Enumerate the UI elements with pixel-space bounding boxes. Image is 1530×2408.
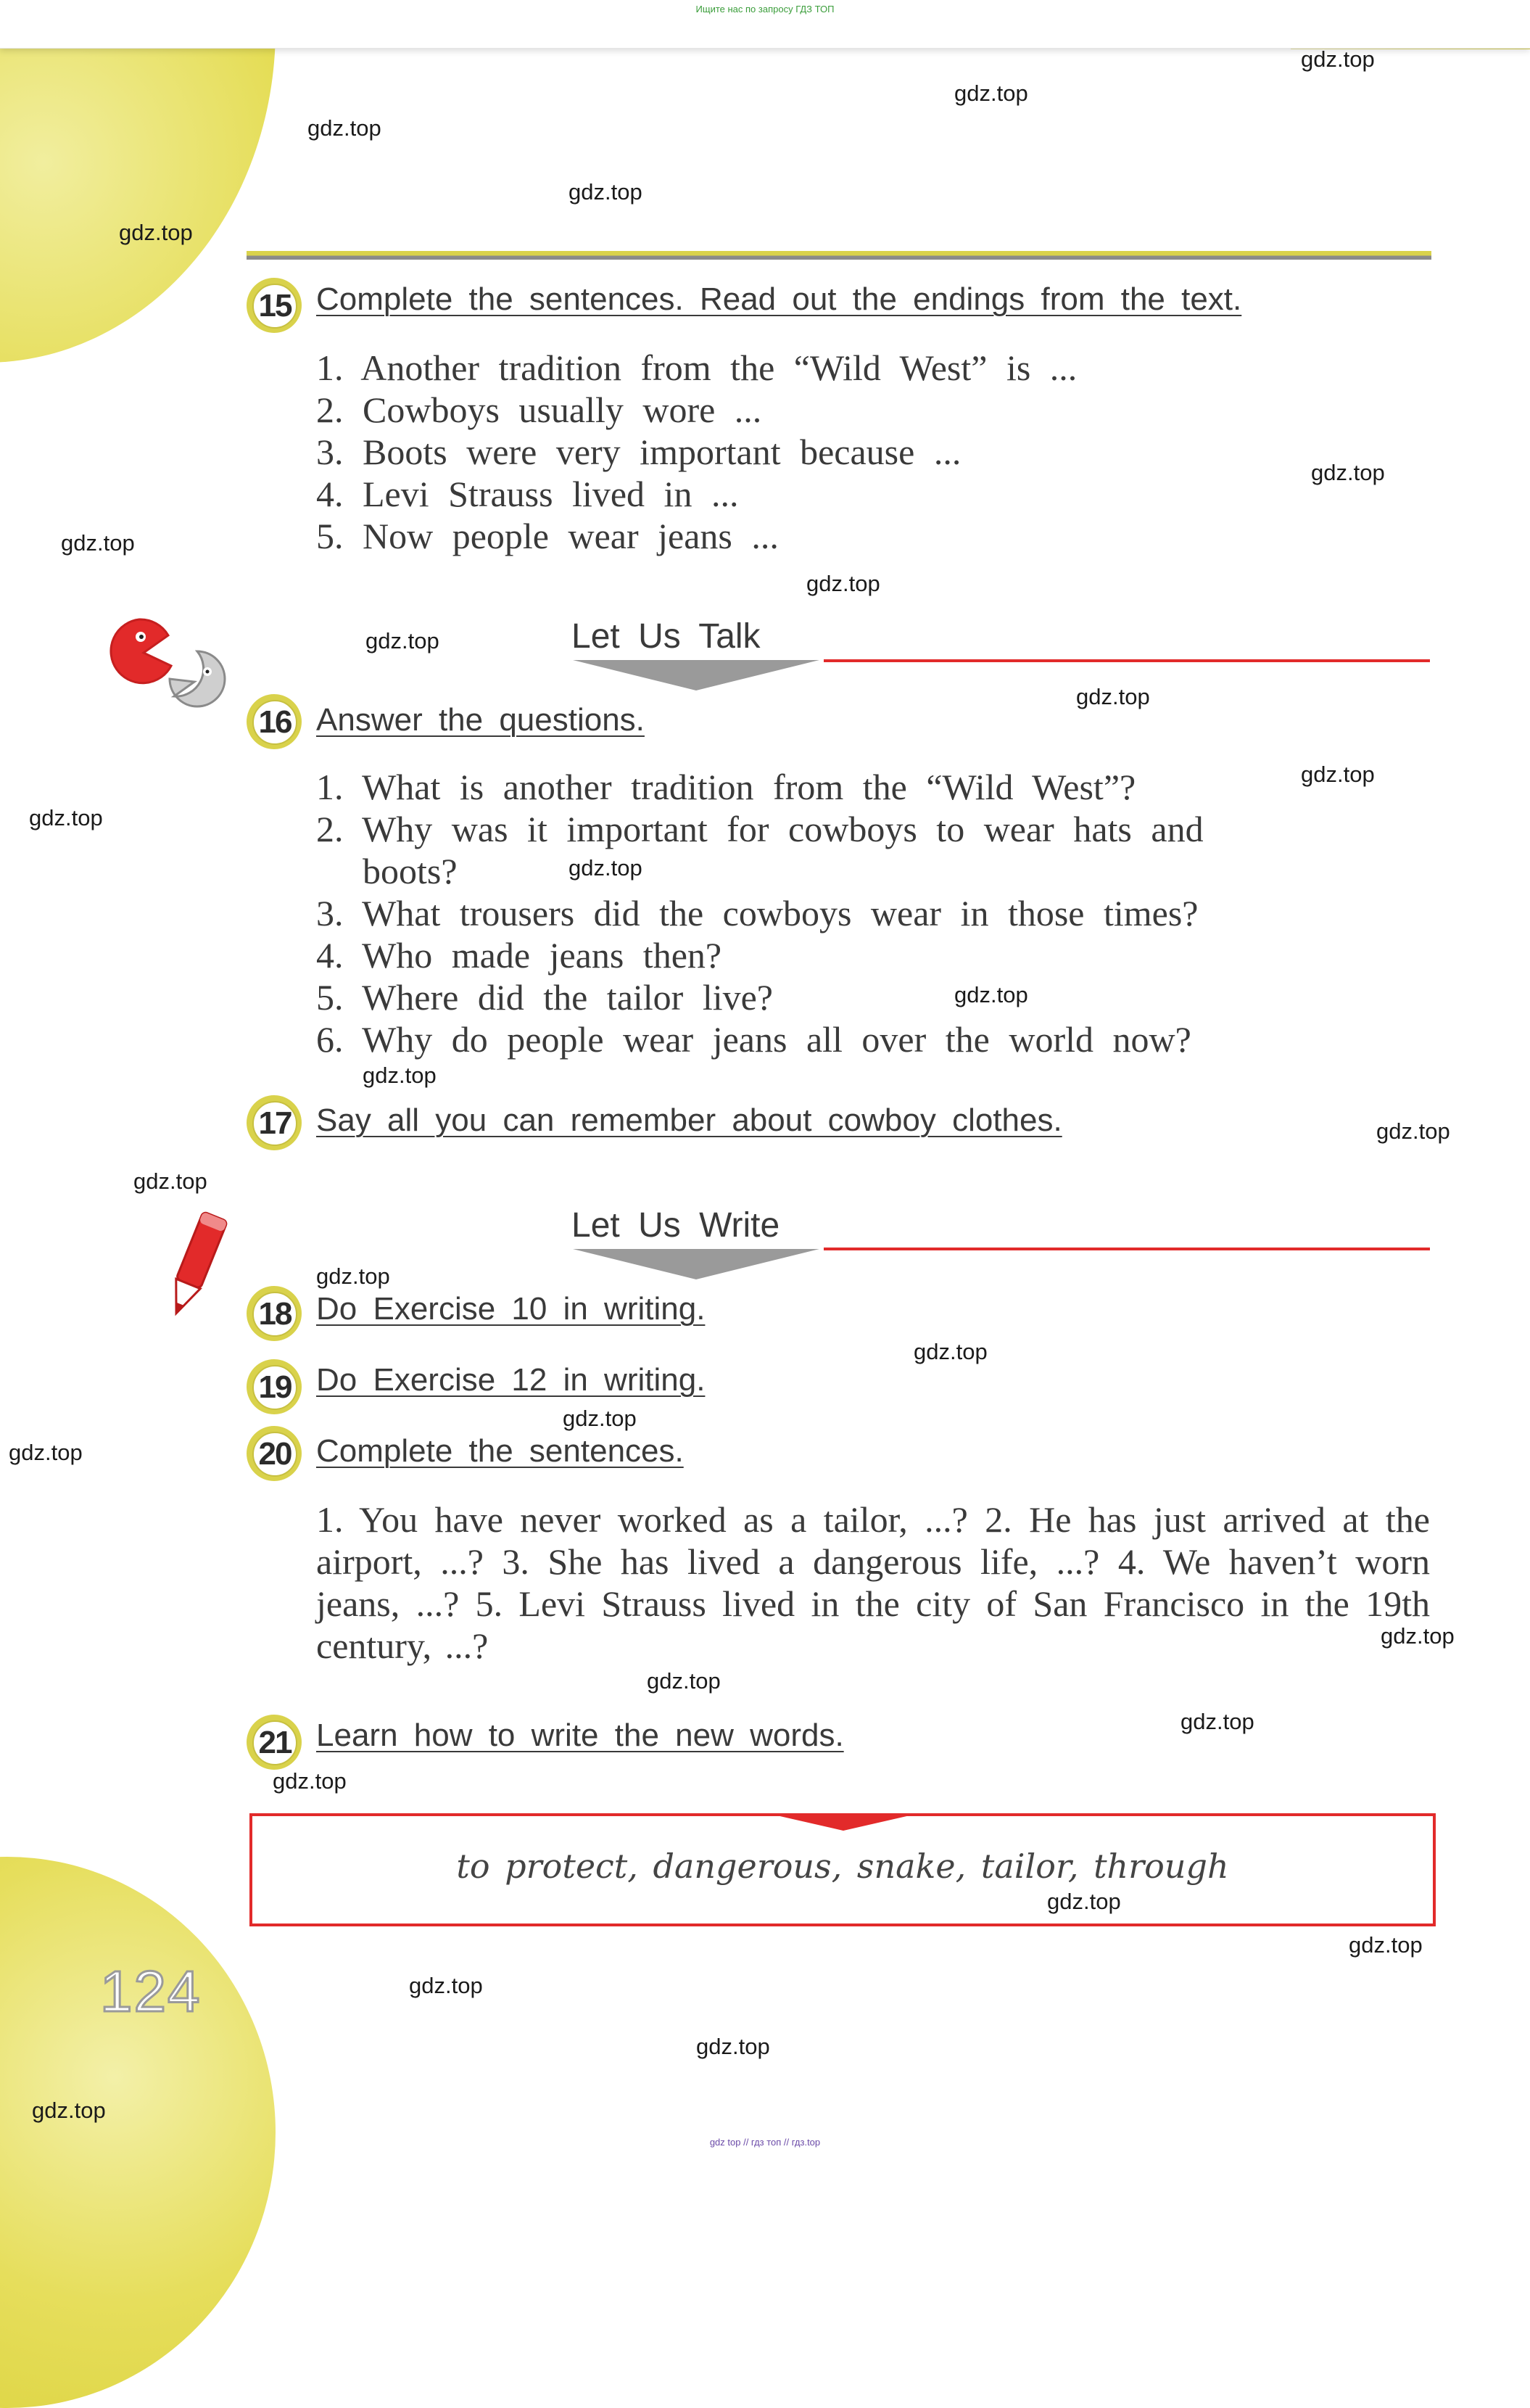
pacman-faces-icon — [99, 615, 229, 714]
list-item: 4. Who made jeans then? — [316, 935, 722, 976]
new-words-red-triangle — [767, 1813, 919, 1831]
list-item: 3. Boots were very important because ... — [316, 432, 962, 472]
write-grey-arrow — [573, 1249, 819, 1279]
exercise-17-title: Say all you can remember about cowboy clothes. — [316, 1102, 1062, 1138]
watermark-label: gdz.top — [307, 115, 381, 141]
exercise-15-title: Complete the sentences. Read out the endings from the text. — [316, 281, 1242, 317]
watermark-label: gdz.top — [1311, 460, 1385, 485]
write-red-line — [824, 1248, 1430, 1250]
watermark-label: gdz.top — [696, 2034, 770, 2059]
watermark-label: gdz.top — [1180, 1709, 1254, 1734]
watermark-label: gdz.top — [1381, 1623, 1455, 1649]
exercise-16-badge: 16 — [247, 694, 302, 749]
watermark-label: gdz.top — [914, 1339, 988, 1364]
exercise-18-title: Do Exercise 10 in writing. — [316, 1291, 706, 1327]
watermark-label: gdz.top — [1349, 1932, 1423, 1958]
top-notice[interactable]: Ищите нас по запросу ГДЗ ТОП — [695, 4, 835, 15]
list-item: 1. What is another tradition from the “Wild West”? — [316, 767, 1136, 807]
watermark-label: gdz.top — [9, 1440, 83, 1465]
exercise-20-title: Complete the sentences. — [316, 1433, 684, 1469]
exercise-21-title: Learn how to write the new words. — [316, 1718, 844, 1753]
talk-grey-arrow — [573, 660, 819, 690]
watermark-label: gdz.top — [1076, 684, 1150, 709]
list-item: 3. What trousers did the cowboys wear in those times? — [316, 893, 1199, 933]
section-title-write: Let Us Write — [571, 1206, 780, 1245]
page-number: 124 — [100, 1959, 202, 2024]
watermark-label: gdz.top — [563, 1406, 637, 1431]
watermark-label: gdz.top — [1301, 762, 1375, 787]
talk-red-line — [824, 659, 1430, 662]
watermark-label: gdz.top — [568, 179, 642, 205]
exercise-16-title: Answer the questions. — [316, 702, 645, 738]
watermark-label: gdz.top — [32, 2098, 106, 2123]
watermark-label: gdz.top — [1376, 1118, 1450, 1144]
watermark-label: gdz.top — [273, 1768, 347, 1794]
list-item: 6. Why do people wear jeans all over the world now? — [316, 1019, 1191, 1060]
list-item: boots? — [363, 851, 458, 891]
footer-links[interactable]: gdz top // гдз топ // гдз.top — [709, 2137, 821, 2148]
list-item: 1. Another tradition from the “Wild West” is ... — [316, 347, 1078, 388]
watermark-label: gdz.top — [409, 1973, 483, 1998]
exercise-19-badge: 19 — [247, 1359, 302, 1414]
list-item: 5. Now people wear jeans ... — [316, 516, 779, 556]
list-item: 5. Where did the tailor live? — [316, 977, 773, 1018]
watermark-label: gdz.top — [1301, 46, 1375, 72]
list-item: 2. Cowboys usually wore ... — [316, 389, 762, 430]
exercise-19-title: Do Exercise 12 in writing. — [316, 1362, 706, 1398]
watermark-label: gdz.top — [806, 571, 880, 596]
watermark-label: gdz.top — [647, 1668, 721, 1694]
new-words-box — [249, 1813, 1436, 1926]
exercise-16-list — [316, 766, 1204, 1060]
watermark-label: gdz.top — [29, 805, 103, 830]
watermark-label: gdz.top — [365, 628, 439, 653]
watermark-label: gdz.top — [568, 855, 642, 881]
watermark-label: gdz.top — [1047, 1889, 1121, 1914]
exercise-21-badge: 21 — [247, 1715, 302, 1770]
watermark-label: gdz.top — [133, 1168, 207, 1194]
watermark-label: gdz.top — [363, 1063, 437, 1088]
section-title-talk: Let Us Talk — [571, 617, 761, 656]
exercise-20-badge: 20 — [247, 1426, 302, 1481]
watermark-label: gdz.top — [954, 982, 1028, 1007]
new-words: to protect, dangerous, snake, tailor, through — [456, 1847, 1229, 1886]
exercise-15-badge: 15 — [247, 278, 302, 333]
watermark-label: gdz.top — [61, 530, 135, 556]
watermark-label: gdz.top — [954, 81, 1028, 106]
red-pencil-icon — [158, 1208, 233, 1321]
exercise-17-badge: 17 — [247, 1095, 302, 1150]
exercise-15-list — [316, 347, 1077, 557]
list-item: 4. Levi Strauss lived in ... — [316, 474, 739, 514]
exercise-18-badge: 18 — [247, 1286, 302, 1341]
watermark-label: gdz.top — [119, 220, 193, 245]
exercise-20-text: 1. You have never worked as a tailor, ...? 2. He has just arrived at the airport, ...? 3. She has lived a dangerous life, ...? 4. We haven’t worn jeans, ...? 5. Levi Strauss lived in the city of San Francisco in the 19th century, ...? — [316, 1499, 1430, 1666]
watermark-label: gdz.top — [316, 1263, 390, 1289]
list-item: 2. Why was it important for cowboys to wear hats and — [316, 809, 1204, 849]
